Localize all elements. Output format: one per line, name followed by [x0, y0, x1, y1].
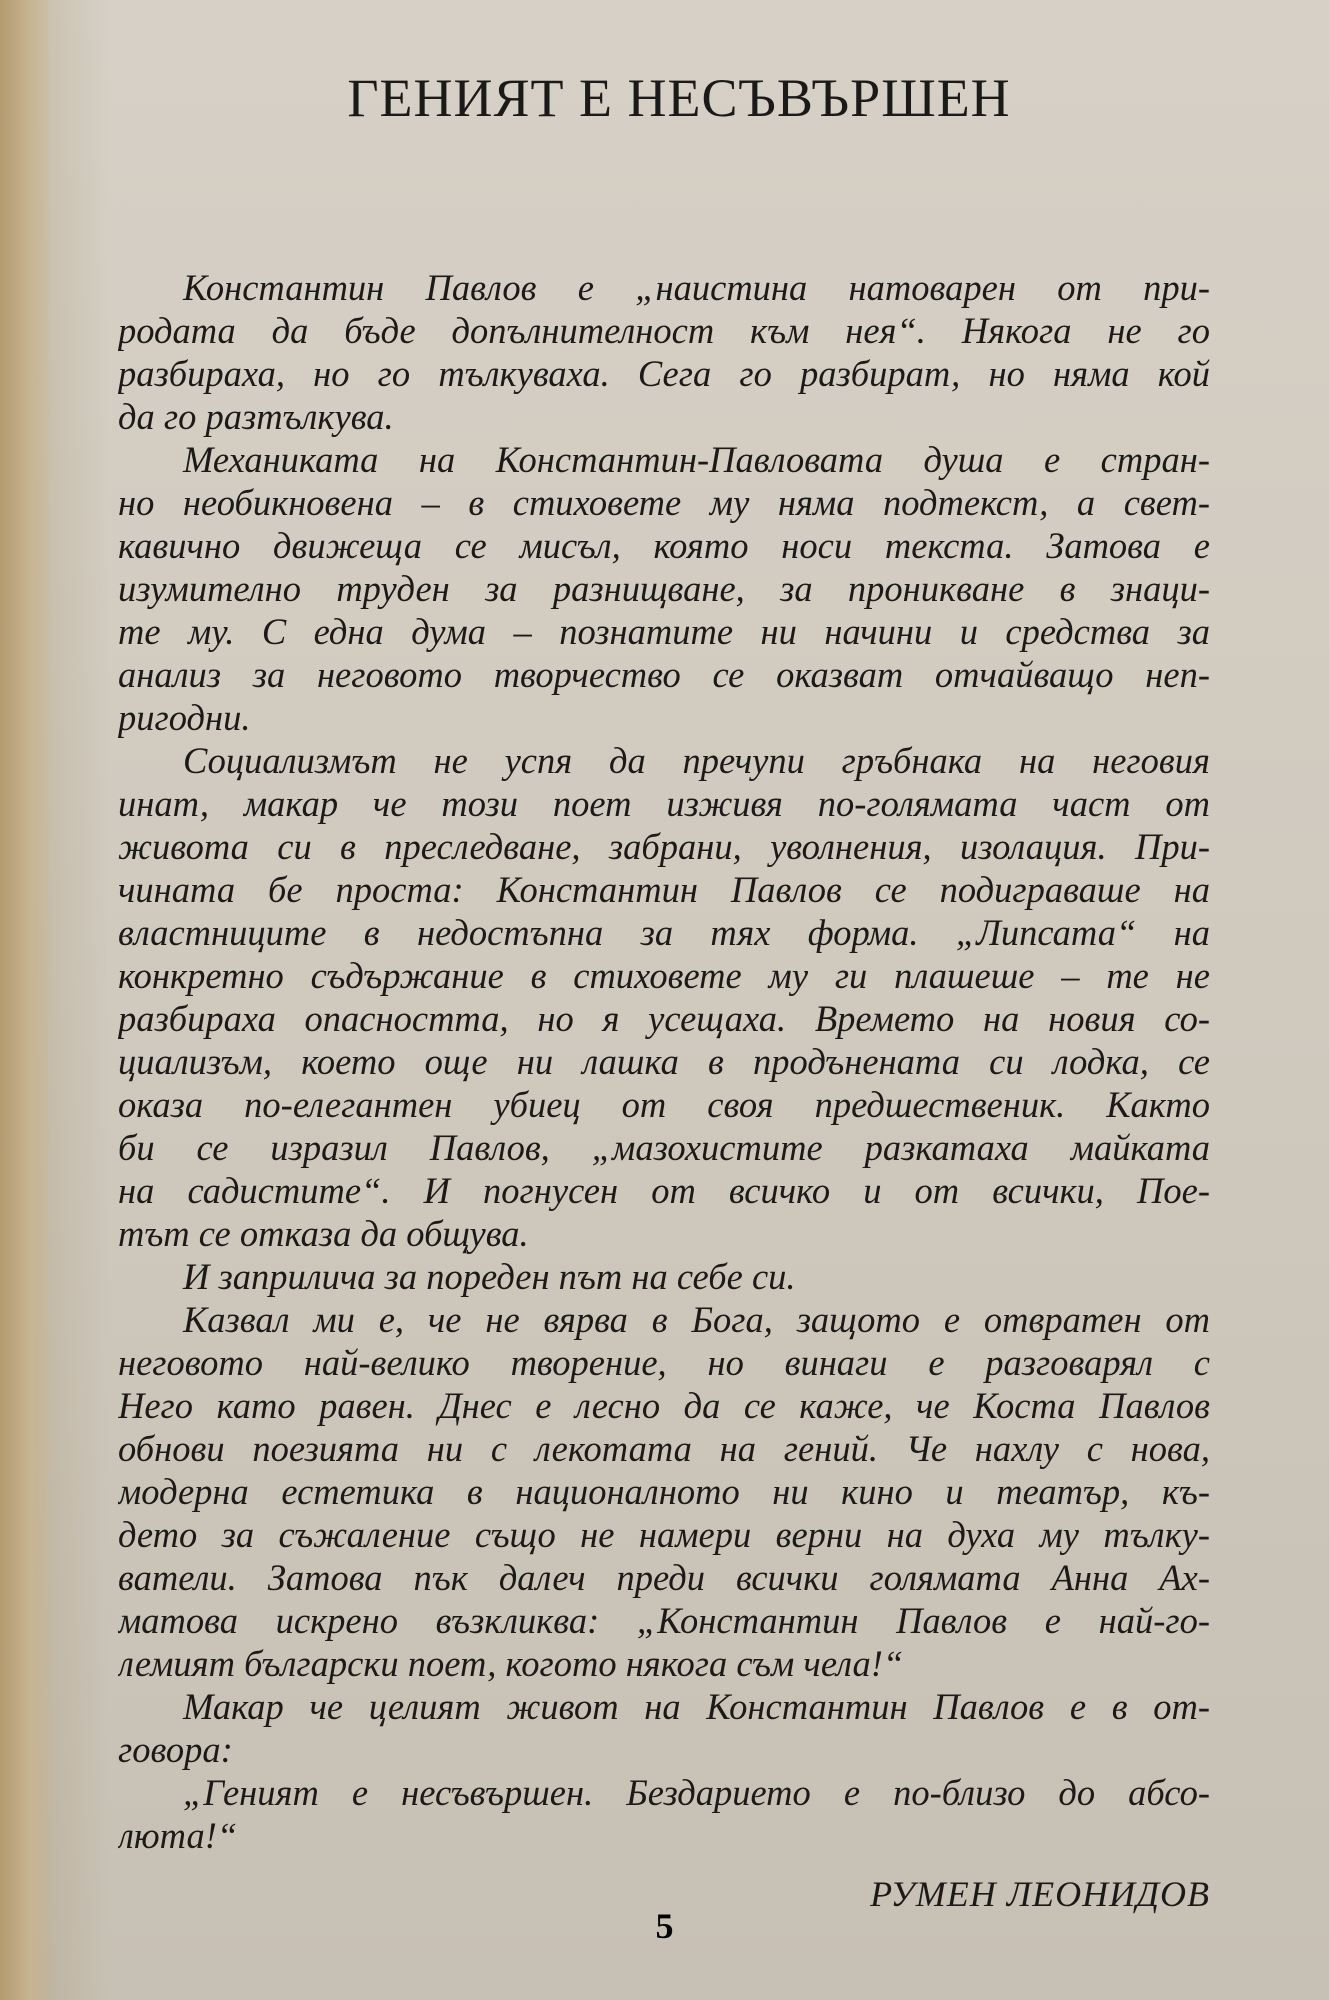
page-number-text: 5 — [655, 1906, 674, 1946]
text-line: тът се отказа да общува. — [118, 1213, 529, 1254]
text-line: анализ за неговото творчество се оказват отчайващо неп- — [118, 654, 1210, 695]
author-signature: РУМЕН ЛЕОНИДОВ — [870, 1874, 1210, 1914]
text-line: Казвал ми е, че не вярва в Бога, защото е отвратен от — [183, 1299, 1210, 1340]
text-line: но необикновена – в стиховете му няма подтекст, а свет- — [118, 482, 1210, 523]
text-line: на садистите“. И погнусен от всичко и от всички, Поe- — [118, 1170, 1210, 1211]
text-line: циализъм, което още ни лашка в продънената си лодка, се — [118, 1041, 1210, 1082]
book-gutter — [0, 0, 52, 2000]
text-line: обнови поезията ни с лекотата на гений. Че нахлу с нова, — [118, 1428, 1210, 1469]
page-number — [0, 1905, 1329, 1947]
text-line: изумително труден за разнищване, за проникване в знаци- — [118, 568, 1210, 609]
text-line: кавично движеща се мисъл, която носи текста. Затова е — [118, 525, 1210, 566]
text-line: матова искрено възкликва: „Константин Павлов е най-го- — [118, 1600, 1210, 1641]
text-line: говора: — [118, 1729, 233, 1770]
text-line: Механиката на Константин-Павловата душа е стран- — [183, 439, 1210, 480]
essay-body — [118, 266, 1210, 1857]
page-content — [118, 58, 1210, 1918]
text-line: лемият български поет, когото някога съм чела!“ — [118, 1643, 904, 1684]
text-line: да го разтълкува. — [118, 396, 394, 437]
text-line: И заприлича за пореден път на себе си. — [183, 1256, 796, 1297]
text-line: оказа по-елегантен убиец от своя предшественик. Както — [118, 1084, 1210, 1125]
text-line: модерна естетика в националното ни кино и театър, къ- — [118, 1471, 1210, 1512]
text-line: би се изразил Павлов, „мазохистите разкатаха майката — [118, 1127, 1210, 1168]
text-line: чината бе проста: Константин Павлов се подиграваше на — [118, 869, 1210, 910]
text-line: живота си в преследване, забрани, уволнения, изолация. При- — [118, 826, 1210, 867]
text-line: „Геният е несъвършен. Бездарието е по-близо до абсо- — [183, 1772, 1210, 1813]
text-line: инат, макар че този поет изживя по-голямата част от — [118, 783, 1210, 824]
text-line: дето за съжаление също не намери верни на духа му тълку- — [118, 1514, 1210, 1555]
text-line: неговото най-велико творение, но винаги е разговарял с — [118, 1342, 1210, 1383]
text-line: конкретно съдържание в стиховете му ги плашеше – те не — [118, 955, 1210, 996]
page-title: ГЕНИЯТ Е НЕСЪВЪРШЕН — [347, 68, 1011, 128]
text-line: те му. С една дума – познатите ни начини и средства за — [118, 611, 1210, 652]
text-line: разбираха опасността, но я усещаха. Времето на новия со- — [118, 998, 1210, 1039]
text-line: разбираха, но го тълкуваха. Сега го разбират, но няма кой — [118, 353, 1210, 394]
text-line: Него като равен. Днес е лесно да се каже, че Коста Павлов — [118, 1385, 1210, 1426]
text-line: властниците в недостъпна за тях форма. „Липсата“ на — [118, 912, 1210, 953]
text-line: Социализмът не успя да пречупи гръбнака на неговия — [183, 740, 1210, 781]
text-line: ватели. Затова пък далеч преди всички голямата Анна Ах- — [118, 1557, 1210, 1598]
text-line: люта!“ — [118, 1815, 238, 1856]
text-line: Константин Павлов е „наистина натоварен от при- — [183, 267, 1210, 308]
text-line: родата да бъде допълнителност към нея“. Някога не го — [118, 310, 1210, 351]
text-line: ригодни. — [118, 697, 251, 738]
text-line: Макар че целият живот на Константин Павлов е в от- — [183, 1686, 1210, 1727]
